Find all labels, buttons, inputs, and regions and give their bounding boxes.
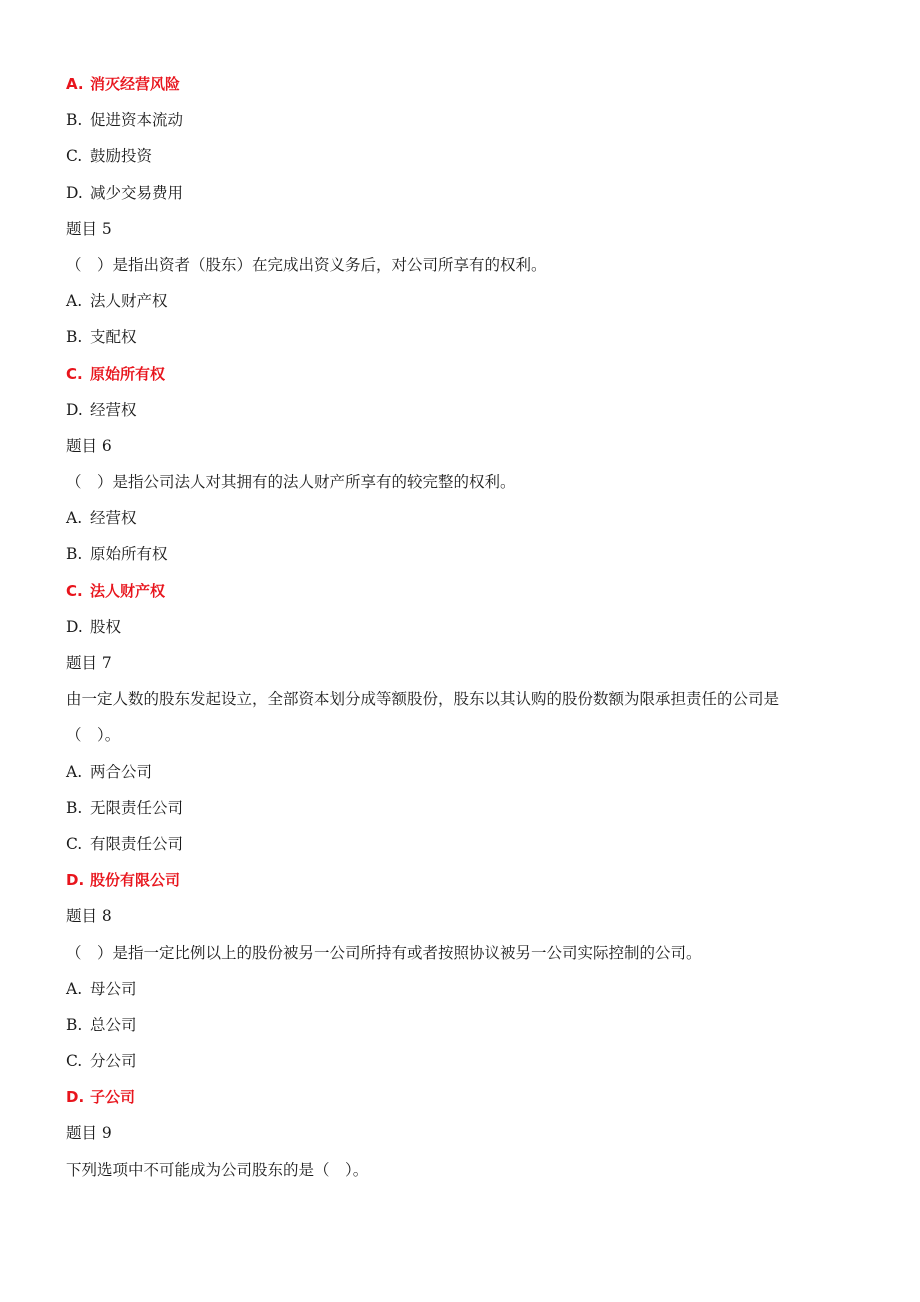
option-a — [66, 66, 866, 102]
option-text: 法人财产权 — [90, 581, 166, 600]
option-d — [66, 609, 866, 645]
option-c — [66, 138, 866, 174]
option-text: 分公司 — [90, 1052, 137, 1071]
option-letter: D. — [66, 400, 83, 419]
question-title: 题目 7 — [66, 654, 112, 672]
option-letter: B. — [66, 1015, 83, 1034]
option-text: 总公司 — [90, 1015, 137, 1034]
question-stem: （ ）是指一定比例以上的股份被另一公司所持有或者按照协议被另一公司实际控制的公司。 — [66, 943, 702, 962]
option-letter: A. — [66, 979, 83, 998]
question-9 — [66, 1115, 866, 1187]
option-d — [66, 175, 866, 211]
question-title: 题目 9 — [66, 1124, 112, 1143]
option-letter: A. — [66, 75, 84, 93]
option-text: 促进资本流动 — [90, 111, 184, 130]
question-6 — [66, 428, 866, 645]
option-text: 支配权 — [90, 328, 137, 347]
option-a — [66, 283, 866, 319]
option-a — [66, 754, 866, 790]
option-text: 有限责任公司 — [90, 834, 184, 853]
option-letter: B. — [66, 798, 83, 817]
option-letter: C. — [66, 364, 83, 383]
option-text: 经营权 — [90, 509, 137, 528]
option-text: 原始所有权 — [90, 545, 168, 564]
option-letter: A. — [66, 762, 83, 781]
option-d — [66, 392, 866, 428]
option-c — [66, 1043, 866, 1079]
question-7 — [66, 645, 866, 898]
question-4-options — [66, 66, 866, 211]
option-text: 消灭经营风险 — [90, 75, 181, 93]
option-d — [66, 862, 866, 898]
option-a — [66, 500, 866, 536]
option-text: 无限责任公司 — [90, 798, 184, 817]
question-5 — [66, 211, 866, 428]
option-b — [66, 790, 866, 826]
option-a — [66, 971, 866, 1007]
question-title: 题目 8 — [66, 907, 112, 926]
option-letter: C. — [66, 581, 83, 600]
option-c — [66, 356, 866, 392]
option-letter: D. — [66, 617, 83, 636]
option-text: 股权 — [90, 617, 122, 636]
option-b — [66, 102, 866, 138]
option-text: 经营权 — [90, 400, 137, 419]
option-letter: A. — [66, 292, 83, 311]
option-letter: B. — [66, 545, 83, 564]
option-b — [66, 319, 866, 355]
option-letter: D. — [66, 183, 83, 202]
option-letter: A. — [66, 509, 83, 528]
option-text: 法人财产权 — [90, 292, 168, 311]
option-text: 股份有限公司 — [90, 871, 181, 890]
option-text: 母公司 — [90, 979, 137, 998]
question-stem: （ ）是指出资者（股东）在完成出资义务后，对公司所享有的权利。 — [66, 255, 547, 274]
option-letter: B. — [66, 328, 83, 347]
option-text: 子公司 — [90, 1088, 136, 1107]
option-text: 减少交易费用 — [90, 183, 184, 202]
option-text: 原始所有权 — [90, 364, 166, 383]
option-text: 两合公司 — [90, 762, 153, 781]
question-stem: 下列选项中不可能成为公司股东的是（ ）。 — [66, 1160, 369, 1179]
question-8 — [66, 898, 866, 1115]
option-b — [66, 1007, 866, 1043]
option-letter: B. — [66, 111, 83, 130]
question-title: 题目 5 — [66, 219, 112, 238]
document-page — [66, 66, 866, 1188]
question-stem: （ ）是指公司法人对其拥有的法人财产所享有的较完整的权利。 — [66, 473, 516, 492]
option-letter: D. — [66, 1088, 85, 1107]
question-stem: 由一定人数的股东发起设立，全部资本划分成等额股份，股东以其认购的股份数额为限承担责任的公司是 — [66, 690, 780, 709]
option-letter: C. — [66, 1052, 83, 1071]
option-letter: C. — [66, 147, 83, 166]
question-stem-continuation: （ ）。 — [66, 726, 121, 745]
option-c — [66, 826, 866, 862]
option-letter: C. — [66, 834, 83, 853]
option-b — [66, 536, 866, 572]
option-d — [66, 1079, 866, 1115]
question-title: 题目 6 — [66, 436, 112, 455]
option-text: 鼓励投资 — [90, 147, 153, 166]
option-c — [66, 573, 866, 609]
option-letter: D. — [66, 871, 85, 890]
